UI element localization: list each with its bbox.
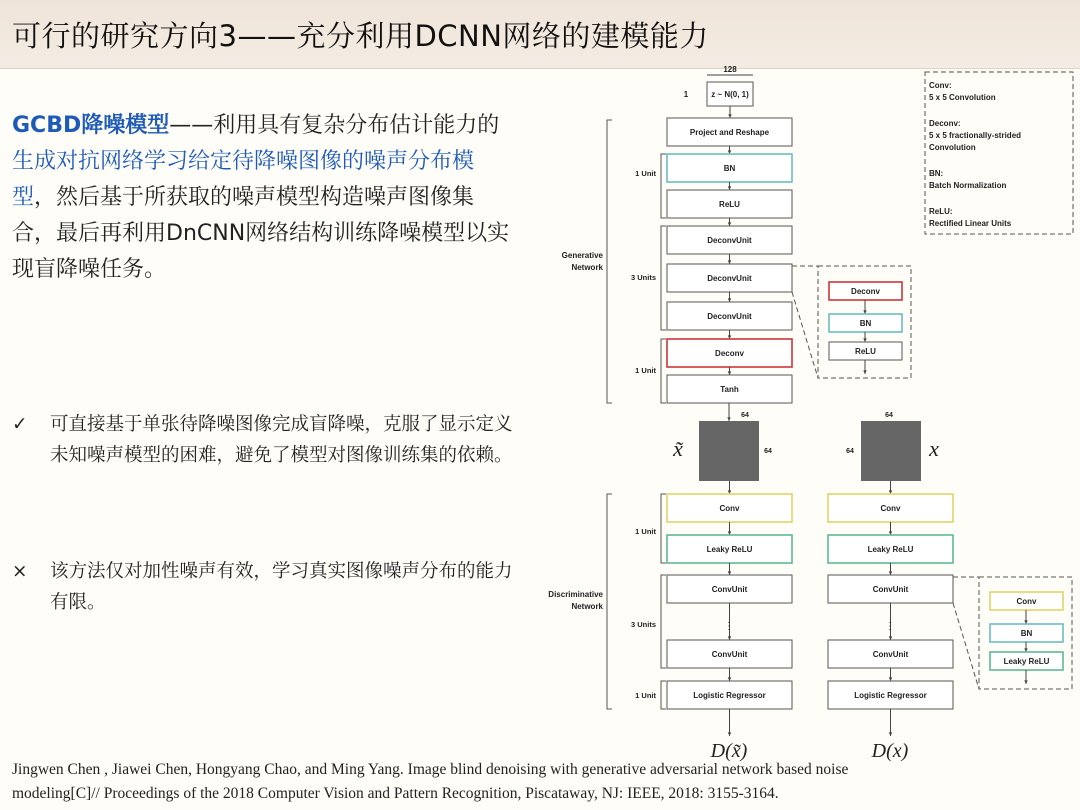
intro-text-a: ——利用具有复杂分布估计能力的 [169,113,500,138]
disc-fake-arrow-out-head [728,732,731,736]
disc-fake-block-2-label: ConvUnit [711,585,748,594]
check-icon: ✓ [12,414,28,435]
gen-network-brace [607,120,612,403]
z-dimension-label: 128 [723,65,737,74]
disc-fake-block-4-label: Logistic Regressor [693,691,766,700]
gen-network-label-1: Generative [561,251,603,260]
z-noise-box-label: z ~ N(0, 1) [711,90,749,99]
gen-brace-1 [661,154,666,218]
output-real-label: D(x) [871,740,909,762]
gen-block-5-label: DeconvUnit [707,312,752,321]
legend-desc-0-0: 5 x 5 Convolution [929,93,996,102]
disc-fake-arrow-3-head [728,677,731,681]
gen-units-2: 3 Units [630,273,656,282]
gen-network-label-2: Network [571,263,603,272]
deconv-detail-2-label: ReLU [855,347,876,356]
gen-arrow-3-head [728,260,731,264]
disc-real-block-3-label: ConvUnit [872,650,909,659]
legend-key-2: BN: [929,169,944,178]
deconv-detail-arrow-out-head [863,370,866,374]
disc-brace-1 [661,494,666,563]
bullet-limitation-text: 该方法仅对加性噪声有效，学习真实图像噪声分布的能力有限。 [50,561,513,613]
gen-brace-3 [661,339,666,403]
legend-desc-2-0: Batch Normalization [929,181,1007,190]
legend-desc-1-0: 5 x 5 fractionally-strided [929,131,1022,140]
disc-real-arrow-2-head [889,636,892,640]
disc-network-label-2: Network [571,602,603,611]
disc-network-brace [607,494,612,709]
intro-term: GCBD降噪模型 [12,113,170,138]
gen-arrow-1-head [728,186,731,190]
gen-block-6-label: Deconv [715,349,744,358]
disc-units-2: 3 Units [630,620,656,629]
legend-key-3: ReLU: [929,207,953,216]
disc-real-arrow-3-head [889,677,892,681]
gen-block-4-label: DeconvUnit [707,274,752,283]
conv-detail-arrow-out-head [1024,680,1027,684]
disc-real-ellipsis: ⋮ [885,621,895,632]
disc-fake-block-0-label: Conv [719,504,740,513]
fake-img-size-top: 64 [741,412,749,419]
conv-detail-connector-bottom [953,603,979,689]
real-image [861,421,921,481]
disc-units-3: 1 Unit [635,691,656,700]
slide-title: 可行的研究方向3——充分利用DCNN网络的建模能力 [12,19,709,53]
disc-fake-arrow-1-head [728,571,731,575]
gen-block-2-label: ReLU [719,200,740,209]
z-one-label: 1 [683,90,689,99]
real-img-size-side: 64 [846,448,854,455]
conv-detail-1-label: BN [1020,629,1033,638]
fake-img-size-side: 64 [764,448,772,455]
gen-units-3: 1 Unit [635,366,656,375]
disc-fake-arrow-2-head [728,636,731,640]
disc-fake-ellipsis: ⋮ [724,621,734,632]
gen-brace-2 [661,226,666,330]
arrow-z-head [728,114,731,118]
disc-brace-2 [661,575,666,668]
output-fake-label: D(x̃) [710,740,748,762]
intro-highlight: 生成对抗网络学习给定待降噪图像的噪声分布模型 [12,149,475,210]
deconv-detail-arrow-1-head [863,338,866,342]
conv-detail-2-label: Leaky ReLU [1003,657,1050,666]
disc-units-1: 1 Unit [635,527,656,536]
deconv-detail-1-label: BN [859,319,872,328]
legend-key-1: Deconv: [929,119,961,128]
cross-icon: × [12,561,28,582]
disc-real-block-0-label: Conv [880,504,901,513]
gen-block-0-label: Project and Reshape [689,128,770,137]
disc-fake-block-3-label: ConvUnit [711,650,748,659]
disc-network-label-1: Discriminative [548,590,603,599]
gen-units-1: 1 Unit [635,169,656,178]
intro-text-b: ，然后基于所获取的噪声模型构造噪声图像集合，最后再利用DnCNN网络结构训练降噪模型以实现盲降噪任务。 [12,185,510,282]
citation-line-1: Jingwen Chen , Jiawei Chen, Hongyang Chao, and Ming Yang. Image blind denoising with generative adversarial network based noise [12,761,849,778]
legend-desc-1-1: Convolution [929,143,976,152]
gen-arrow-2-head [728,222,731,226]
gen-block-7-label: Tanh [720,385,739,394]
disc-real-arrow-out-head [889,732,892,736]
conv-detail-0-label: Conv [1016,597,1037,606]
deconv-detail-0-label: Deconv [851,287,880,296]
gen-arrow-6-head [728,371,731,375]
disc-real-arrow-1-head [889,571,892,575]
disc-real-block-4-label: Logistic Regressor [854,691,927,700]
x-tilde-label: x̃ [673,436,683,461]
fake-image [699,421,759,481]
x-real-label: x [929,436,939,461]
arrow-to-fake-image-head [727,417,730,421]
gen-arrow-4-head [728,298,731,302]
disc-fake-block-1-label: Leaky ReLU [706,545,753,554]
legend-key-0: Conv: [929,81,952,90]
disc-real-block-1-label: Leaky ReLU [867,545,914,554]
real-img-size-top: 64 [885,412,893,419]
disc-real-block-2-label: ConvUnit [872,585,909,594]
bullet-advantage-text: 可直接基于单张待降噪图像完成盲降噪，克服了显示定义未知噪声模型的困难，避免了模型对图像训练集的依赖。 [50,414,513,466]
legend-desc-3-0: Rectified Linear Units [929,219,1012,228]
gen-block-1-label: BN [723,164,736,173]
gen-block-3-label: DeconvUnit [707,236,752,245]
disc-brace-3 [661,681,666,709]
citation-line-2: modeling[C]// Proceedings of the 2018 Computer Vision and Pattern Recognition, Piscataway, NJ: IEEE, 2018: 3155-3164. [12,785,779,802]
deconv-detail-connector-bottom [792,292,818,378]
